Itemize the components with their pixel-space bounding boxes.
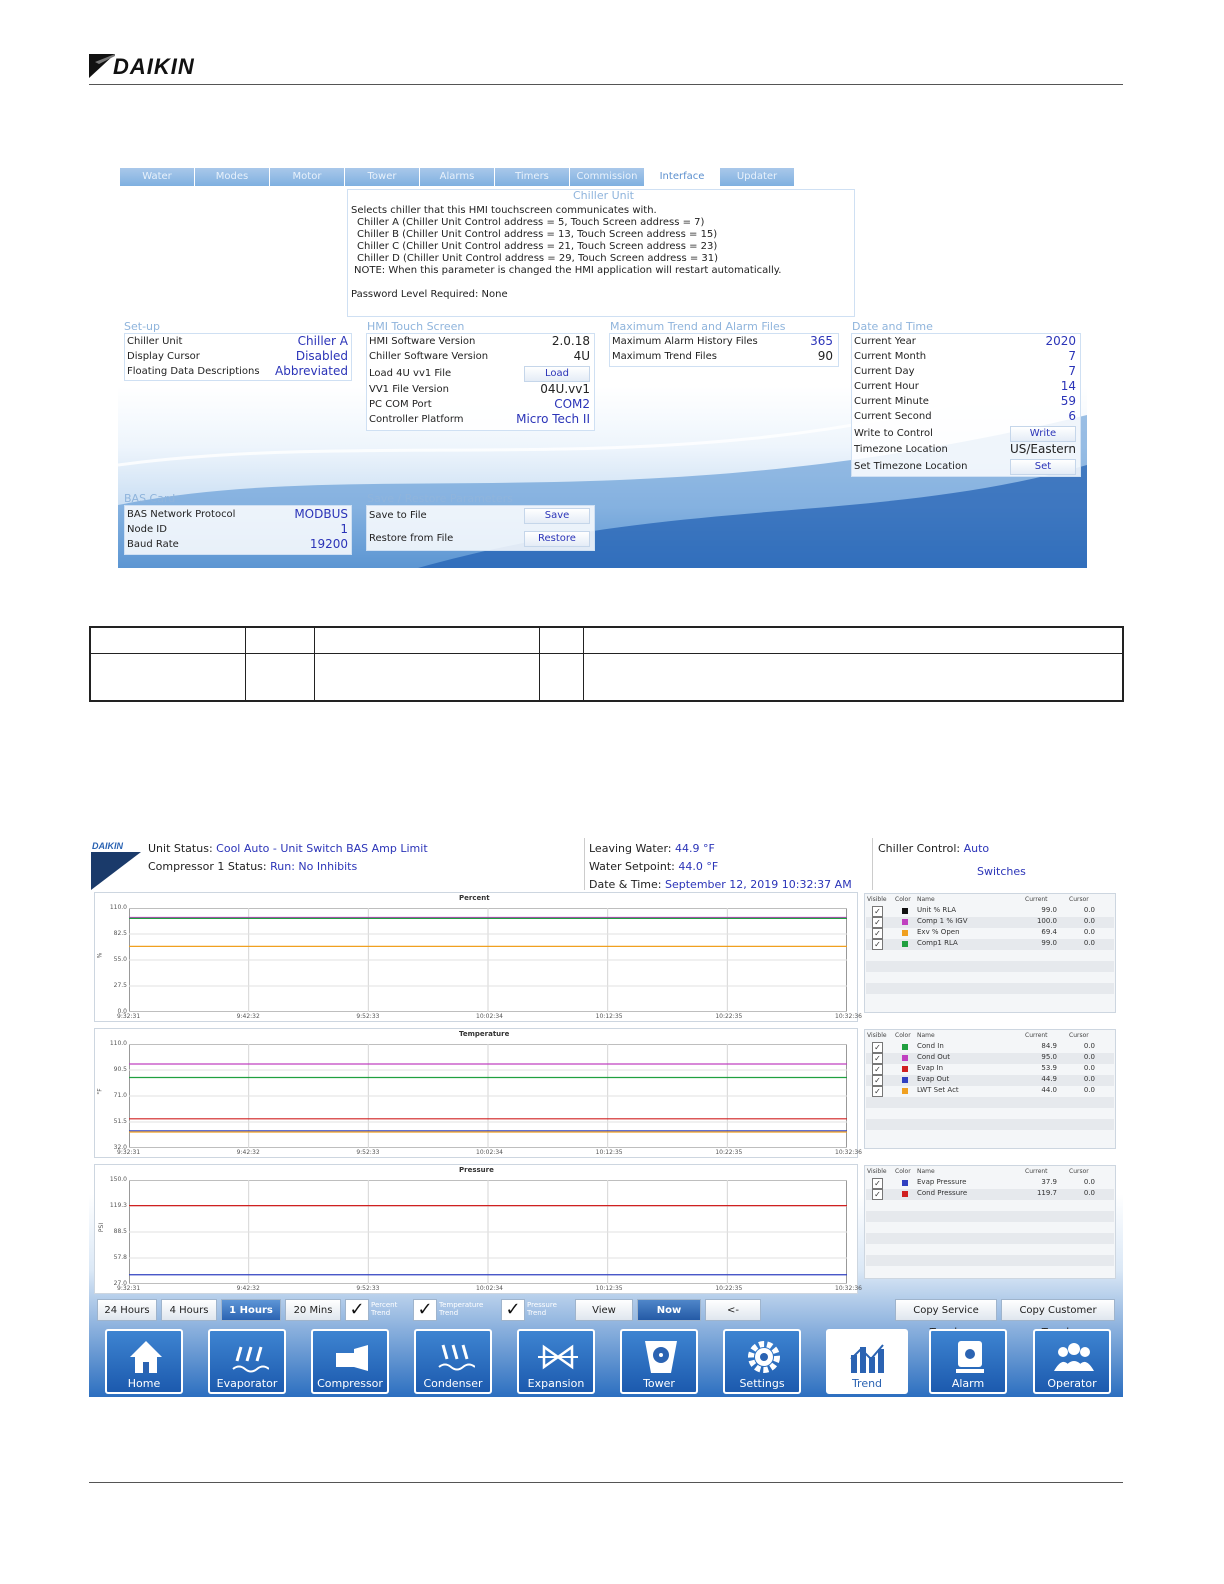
legend-row: [867, 1189, 1113, 1200]
comp-status-value: Run: No Inhibits: [270, 860, 358, 873]
current-second-value[interactable]: 6: [1068, 409, 1076, 423]
series-color-swatch: [902, 1055, 908, 1061]
nav-label: Expansion: [527, 1377, 585, 1390]
series-current: 100.0: [1036, 917, 1057, 925]
home-icon: [126, 1337, 166, 1377]
series-name: Comp 1 % IGV: [917, 917, 968, 925]
visible-checkbox[interactable]: ✓: [872, 1189, 883, 1200]
timezone-value[interactable]: US/Eastern: [1009, 442, 1076, 456]
x-tick-label: 9:52:33: [356, 1013, 380, 1020]
date-time-label: Current Month: [854, 351, 927, 362]
floating-descriptions-value[interactable]: Abbreviated: [275, 364, 348, 378]
legend-header: [867, 1168, 1113, 1177]
cc-label: Chiller Control:: [878, 842, 961, 855]
visible-checkbox[interactable]: ✓: [872, 1086, 883, 1097]
help-line: Chiller D (Chiller Unit Control address = 29, Touch Screen address = 31): [357, 253, 719, 264]
save-button[interactable]: Save: [524, 508, 590, 524]
nav-alarm-button[interactable]: [929, 1329, 1007, 1394]
legend-header-cell: Name: [917, 1168, 935, 1175]
y-tick-label: 27.0: [113, 1280, 127, 1287]
series-color-swatch: [902, 1066, 908, 1072]
copy-service-trends-button[interactable]: Copy Service: [895, 1299, 997, 1321]
tower-icon: [641, 1337, 681, 1377]
legend-row: [867, 928, 1113, 939]
bas-label: Node ID: [127, 524, 167, 535]
x-tick-label: 10:32:36: [835, 1013, 862, 1020]
nav-label: Compressor: [317, 1377, 383, 1390]
y-axis-label: °F: [96, 1088, 104, 1095]
legend-row: [867, 917, 1113, 928]
series-cursor: 0.0: [1083, 1075, 1095, 1083]
current-day-value[interactable]: 7: [1068, 364, 1076, 378]
table-col-divider: [539, 628, 540, 700]
legend-stripe: [866, 983, 1114, 994]
compressor-status: [148, 860, 357, 873]
write-button[interactable]: Write: [1010, 426, 1076, 442]
visible-checkbox[interactable]: ✓: [872, 1042, 883, 1053]
legend-row: [867, 1075, 1113, 1086]
node-id-value[interactable]: 1: [340, 522, 348, 536]
series-name: Cond Out: [917, 1053, 950, 1061]
series-name: Unit % RLA: [917, 906, 957, 914]
bas-title: BAS Card: [124, 492, 176, 505]
header-divider: [89, 84, 1123, 85]
y-tick-label: 27.5: [113, 982, 127, 989]
date-time: [589, 878, 852, 891]
tab-commission[interactable]: Commission: [570, 168, 645, 186]
legend-header: [867, 896, 1113, 905]
footer-divider: [89, 1482, 1123, 1483]
x-tick-label: 9:32:31: [117, 1013, 141, 1020]
chiller-software-version: 4U: [573, 349, 590, 363]
now-button[interactable]: Now: [637, 1299, 701, 1321]
chart-plot-area[interactable]: [129, 908, 847, 1012]
nav-label: Tower: [643, 1377, 675, 1390]
expansion-valve-icon: [538, 1337, 578, 1377]
legend-header-cell: Name: [917, 1032, 935, 1039]
current-minute-value[interactable]: 59: [1060, 394, 1076, 408]
nav-tower-button[interactable]: [620, 1329, 698, 1394]
help-line: Chiller A (Chiller Unit Control address = 5, Touch Screen address = 7): [357, 217, 705, 228]
view-button[interactable]: View: [575, 1299, 633, 1321]
series-cursor: 0.0: [1083, 1064, 1095, 1072]
legend-row: [867, 1086, 1113, 1097]
x-tick-label: 10:02:34: [476, 1285, 503, 1292]
tab-water[interactable]: Water: [120, 168, 195, 186]
series-name: Evap Out: [917, 1075, 950, 1083]
brand-name: DAIKIN: [113, 54, 195, 79]
nav-label: Settings: [739, 1377, 785, 1390]
pc-com-port-value[interactable]: COM2: [554, 397, 590, 411]
legend-header-cell: Visible: [867, 1168, 887, 1175]
date-time-label: Write to Control: [854, 428, 933, 439]
date-time-label: Current Hour: [854, 381, 919, 392]
x-tick-label: 9:42:32: [236, 1149, 260, 1156]
nav-label: Operator: [1047, 1377, 1097, 1390]
legend-stripe: [866, 1233, 1114, 1244]
legend-header-cell: Current: [1025, 1168, 1048, 1175]
series-color-swatch: [902, 1180, 908, 1186]
lw-label: Leaving Water:: [589, 842, 672, 855]
legend-header-cell: Color: [895, 1032, 911, 1039]
date-time-label: Current Day: [854, 366, 915, 377]
series-current: 37.9: [1041, 1178, 1057, 1186]
series-name: Cond Pressure: [917, 1189, 968, 1197]
dt-label: Date & Time:: [589, 878, 662, 891]
hmi-software-version: 2.0.18: [551, 334, 590, 348]
date-time-title: Date and Time: [852, 320, 933, 333]
percent-trend-label: Percent Trend: [371, 1301, 398, 1317]
interface-settings-screen: [118, 165, 1087, 568]
y-tick-label: 88.5: [113, 1228, 127, 1235]
y-tick-label: 57.8: [113, 1254, 127, 1261]
hmi-label: Controller Platform: [369, 414, 464, 425]
daikin-logo-icon: [89, 54, 115, 78]
save-restore-label: Restore from File: [369, 533, 454, 544]
chart-title: Percent: [459, 894, 490, 902]
current-month-value[interactable]: 7: [1068, 349, 1076, 363]
max-files-label: Maximum Alarm History Files: [612, 336, 758, 347]
series-current: 69.4: [1041, 928, 1057, 936]
pressure-trend-toggle[interactable]: [501, 1299, 571, 1321]
nav-label: Trend: [851, 1377, 883, 1390]
max-alarm-files-value[interactable]: 365: [810, 334, 833, 348]
x-tick-label: 9:52:33: [356, 1285, 380, 1292]
save-restore-title: Save / Restore Parameters: [367, 492, 513, 505]
setup-label: Floating Data Descriptions: [127, 366, 260, 377]
legend-header-cell: Current: [1025, 896, 1048, 903]
current-year-value[interactable]: 2020: [1045, 334, 1076, 348]
nav-evaporator-button[interactable]: [208, 1329, 286, 1394]
baud-rate-value[interactable]: 19200: [309, 537, 348, 551]
nav-label: Alarm: [951, 1377, 985, 1390]
visible-checkbox[interactable]: ✓: [872, 917, 883, 928]
series-cursor: 0.0: [1083, 928, 1095, 936]
visible-checkbox[interactable]: ✓: [872, 1075, 883, 1086]
legend-row: [867, 1053, 1113, 1064]
hmi-label: Load 4U vv1 File: [369, 368, 452, 379]
nav-condenser-button[interactable]: [414, 1329, 492, 1394]
y-axis-label: PSI: [98, 1222, 106, 1233]
hmi-label: VV1 File Version: [369, 384, 449, 395]
table-col-divider: [583, 628, 584, 700]
percent-trend-toggle[interactable]: [345, 1299, 409, 1321]
series-name: Evap Pressure: [917, 1178, 967, 1186]
hmi-label: Chiller Software Version: [369, 351, 489, 362]
nav-label: Condenser: [423, 1377, 483, 1390]
series-name: Cond In: [917, 1042, 944, 1050]
x-tick-label: 10:32:36: [835, 1149, 862, 1156]
series-current: 119.7: [1036, 1189, 1057, 1197]
max-trend-files-value[interactable]: 90: [817, 349, 833, 363]
ws-label: Water Setpoint:: [589, 860, 675, 873]
bas-label: BAS Network Protocol: [127, 509, 236, 520]
legend-panel: [864, 1029, 1116, 1149]
load-button[interactable]: Load: [524, 366, 590, 382]
y-tick-label: 90.5: [113, 1066, 127, 1073]
setup-label: Display Cursor: [127, 351, 200, 362]
series-cursor: 0.0: [1083, 1042, 1095, 1050]
set-timezone-button[interactable]: Set: [1010, 459, 1076, 475]
x-tick-label: 10:12:35: [595, 1013, 623, 1020]
series-color-swatch: [902, 908, 908, 914]
series-current: 99.0: [1041, 906, 1057, 914]
legend-header-cell: Cursor: [1069, 1032, 1089, 1039]
y-tick-label: 150.0: [109, 1176, 127, 1183]
chiller-unit-value[interactable]: Chiller A: [297, 334, 348, 348]
nav-label: Evaporator: [216, 1377, 278, 1390]
legend-stripe: [866, 1097, 1114, 1108]
visible-checkbox[interactable]: ✓: [872, 1178, 883, 1189]
evaporator-icon: [229, 1337, 269, 1377]
visible-checkbox[interactable]: ✓: [872, 906, 883, 917]
x-tick-label: 9:52:33: [356, 1149, 380, 1156]
series-color-swatch: [902, 1044, 908, 1050]
x-tick-label: 9:32:31: [117, 1285, 141, 1292]
tab-modes[interactable]: Modes: [195, 168, 270, 186]
series-name: Evap In: [917, 1064, 944, 1072]
x-tick-label: 10:22:35: [715, 1149, 743, 1156]
y-tick-label: 51.5: [113, 1118, 127, 1125]
max-files-title: Maximum Trend and Alarm Files: [610, 320, 786, 333]
table-col-divider: [245, 628, 246, 700]
legend-header: [867, 1032, 1113, 1041]
legend-row: [867, 1042, 1113, 1053]
chart-plot-area[interactable]: [129, 1180, 847, 1284]
unit-status: [148, 842, 428, 855]
series-name: LWT Set Act: [917, 1086, 959, 1094]
alarm-icon: [950, 1337, 990, 1377]
series-color-swatch: [902, 919, 908, 925]
legend-header-cell: Cursor: [1069, 1168, 1089, 1175]
y-tick-label: 71.0: [113, 1092, 127, 1099]
legend-header-cell: Current: [1025, 1032, 1048, 1039]
date-time-label: Current Year: [854, 336, 916, 347]
legend-stripe: [866, 1255, 1114, 1266]
legend-header-cell: Color: [895, 1168, 911, 1175]
temperature-trend-label: Temperature Trend: [439, 1301, 484, 1317]
gear-icon: [744, 1337, 784, 1377]
x-tick-label: 10:02:34: [476, 1149, 503, 1156]
vv1-file-version: 04U.vv1: [540, 382, 590, 396]
chart-plot-area[interactable]: [129, 1044, 847, 1148]
date-time-label: Current Minute: [854, 396, 929, 407]
series-color-swatch: [902, 930, 908, 936]
tab-timers[interactable]: Timers: [495, 168, 570, 186]
y-tick-label: 0.0: [117, 1008, 127, 1015]
y-tick-label: 110.0: [109, 1040, 127, 1047]
series-name: Exv % Open: [917, 928, 960, 936]
status-divider: [872, 838, 873, 890]
tab-updater[interactable]: Updater: [720, 168, 795, 186]
tab-bar: [118, 168, 1087, 186]
visible-checkbox[interactable]: ✓: [872, 928, 883, 939]
daikin-logo-icon: [91, 840, 141, 890]
setup-label: Chiller Unit: [127, 336, 183, 347]
legend-header-cell: Color: [895, 896, 911, 903]
x-tick-label: 10:22:35: [715, 1285, 743, 1292]
range-20-mins-button[interactable]: 20 Mins: [285, 1299, 341, 1321]
y-tick-label: 55.0: [113, 956, 127, 963]
check-icon[interactable]: ✓: [345, 1299, 369, 1321]
series-color-swatch: [902, 1077, 908, 1083]
legend-header-cell: Name: [917, 896, 935, 903]
series-cursor: 0.0: [1083, 1053, 1095, 1061]
x-tick-label: 9:42:32: [236, 1013, 260, 1020]
current-hour-value[interactable]: 14: [1060, 379, 1076, 393]
ws-value: 44.0 °F: [678, 860, 719, 873]
series-current: 95.0: [1041, 1053, 1057, 1061]
visible-checkbox[interactable]: ✓: [872, 1064, 883, 1075]
temperature-trend-toggle[interactable]: [413, 1299, 497, 1321]
svg-text:DAIKIN: DAIKIN: [92, 841, 123, 851]
legend-row: [867, 1178, 1113, 1189]
chiller-unit-help-title: Chiller Unit: [573, 189, 634, 202]
series-color-swatch: [902, 941, 908, 947]
range-1-hours-button[interactable]: 1 Hours: [221, 1299, 281, 1321]
series-name: Comp1 RLA: [917, 939, 958, 947]
check-icon[interactable]: ✓: [413, 1299, 437, 1321]
visible-checkbox[interactable]: ✓: [872, 1053, 883, 1064]
back-button[interactable]: <-: [705, 1299, 761, 1321]
y-tick-label: 119.3: [109, 1202, 127, 1209]
y-tick-label: 82.5: [113, 930, 127, 937]
y-tick-label: 32.0: [113, 1144, 127, 1151]
nav-trend-button[interactable]: [826, 1329, 908, 1394]
condenser-icon: [435, 1337, 475, 1377]
series-current: 44.9: [1041, 1075, 1057, 1083]
chart-title: Temperature: [459, 1030, 510, 1038]
series-cursor: 0.0: [1083, 1086, 1095, 1094]
visible-checkbox[interactable]: ✓: [872, 939, 883, 950]
password-level: Password Level Required: None: [351, 289, 508, 300]
hmi-title: HMI Touch Screen: [367, 320, 465, 333]
table-col-divider: [314, 628, 315, 700]
comp-status-label: Compressor 1 Status:: [148, 860, 267, 873]
chiller-control: [878, 842, 989, 855]
pressure-trend-label: Pressure Trend: [527, 1301, 557, 1317]
check-icon[interactable]: ✓: [501, 1299, 525, 1321]
legend-stripe: [866, 961, 1114, 972]
restore-button[interactable]: Restore: [524, 531, 590, 547]
x-tick-label: 9:32:31: [117, 1149, 141, 1156]
legend-panel: [864, 893, 1116, 1013]
help-line: NOTE: When this parameter is changed the HMI application will restart automatically.: [354, 265, 782, 276]
lw-value: 44.9 °F: [675, 842, 715, 855]
cc-value: Auto: [963, 842, 990, 855]
series-cursor: 0.0: [1083, 1189, 1095, 1197]
legend-row: [867, 939, 1113, 950]
help-line: Chiller B (Chiller Unit Control address = 13, Touch Screen address = 15): [357, 229, 718, 240]
series-cursor: 0.0: [1083, 917, 1095, 925]
trend-screen: [89, 838, 1123, 1397]
y-axis-label: %: [96, 952, 104, 959]
legend-header-cell: Cursor: [1069, 896, 1089, 903]
range-4-hours-button[interactable]: 4 Hours: [161, 1299, 217, 1321]
legend-row: [867, 906, 1113, 917]
series-color-swatch: [902, 1088, 908, 1094]
legend-header-cell: Visible: [867, 896, 887, 903]
legend-header-cell: Visible: [867, 1032, 887, 1039]
x-tick-label: 10:32:36: [835, 1285, 862, 1292]
bas-protocol-value[interactable]: MODBUS: [294, 507, 348, 521]
series-current: 99.0: [1041, 939, 1057, 947]
nav-expansion-button[interactable]: [517, 1329, 595, 1394]
display-cursor-value[interactable]: Disabled: [295, 349, 348, 363]
trend-chart-icon: [847, 1337, 887, 1377]
nav-settings-button[interactable]: [723, 1329, 801, 1394]
leaving-water: [589, 842, 715, 855]
help-line: Chiller C (Chiller Unit Control address = 21, Touch Screen address = 23): [357, 241, 718, 252]
x-tick-label: 10:22:35: [715, 1013, 743, 1020]
legend-panel: [864, 1165, 1116, 1279]
bas-label: Baud Rate: [127, 539, 179, 550]
legend-stripe: [866, 1211, 1114, 1222]
water-setpoint: [589, 860, 718, 873]
unit-status-label: Unit Status:: [148, 842, 213, 855]
x-tick-label: 9:42:32: [236, 1285, 260, 1292]
switches-link[interactable]: Switches: [977, 865, 1026, 878]
date-time-label: Set Timezone Location: [854, 461, 968, 472]
controller-platform-value[interactable]: Micro Tech II: [516, 412, 590, 426]
x-tick-label: 10:02:34: [476, 1013, 503, 1020]
series-color-swatch: [902, 1191, 908, 1197]
x-tick-label: 10:12:35: [595, 1149, 623, 1156]
legend-stripe: [866, 1119, 1114, 1130]
tab-alarms[interactable]: Alarms: [420, 168, 495, 186]
range-24-hours-button[interactable]: 24 Hours: [97, 1299, 157, 1321]
nav-label: Home: [127, 1377, 161, 1390]
help-line: Selects chiller that this HMI touchscreen communicates with.: [351, 205, 657, 216]
dt-value: September 12, 2019 10:32:37 AM: [665, 878, 852, 891]
tab-tower[interactable]: Tower: [345, 168, 420, 186]
users-icon: [1054, 1337, 1094, 1377]
nav-compressor-button[interactable]: [311, 1329, 389, 1394]
legend-row: [867, 1064, 1113, 1075]
date-time-label: Current Second: [854, 411, 932, 422]
series-current: 84.9: [1041, 1042, 1057, 1050]
series-current: 53.9: [1041, 1064, 1057, 1072]
tab-interface[interactable]: Interface: [645, 168, 720, 186]
hmi-label: PC COM Port: [369, 399, 432, 410]
chart-title: Pressure: [459, 1166, 494, 1174]
nav-operator-button[interactable]: [1033, 1329, 1111, 1394]
series-cursor: 0.0: [1083, 1178, 1095, 1186]
y-tick-label: 110.0: [109, 904, 127, 911]
series-current: 44.0: [1041, 1086, 1057, 1094]
date-time-label: Timezone Location: [854, 444, 948, 455]
series-cursor: 0.0: [1083, 939, 1095, 947]
hmi-label: HMI Software Version: [369, 336, 476, 347]
setup-title: Set-up: [124, 320, 160, 333]
nav-home-button[interactable]: [105, 1329, 183, 1394]
save-restore-label: Save to File: [369, 510, 427, 521]
document-table: [89, 626, 1124, 702]
series-cursor: 0.0: [1083, 906, 1095, 914]
unit-status-value: Cool Auto - Unit Switch BAS Amp Limit: [216, 842, 428, 855]
status-divider: [584, 838, 585, 890]
x-tick-label: 10:12:35: [595, 1285, 623, 1292]
tab-motor[interactable]: Motor: [270, 168, 345, 186]
max-files-label: Maximum Trend Files: [612, 351, 717, 362]
copy-customer-trends-button[interactable]: Copy Customer: [1001, 1299, 1115, 1321]
compressor-icon: [332, 1337, 372, 1377]
